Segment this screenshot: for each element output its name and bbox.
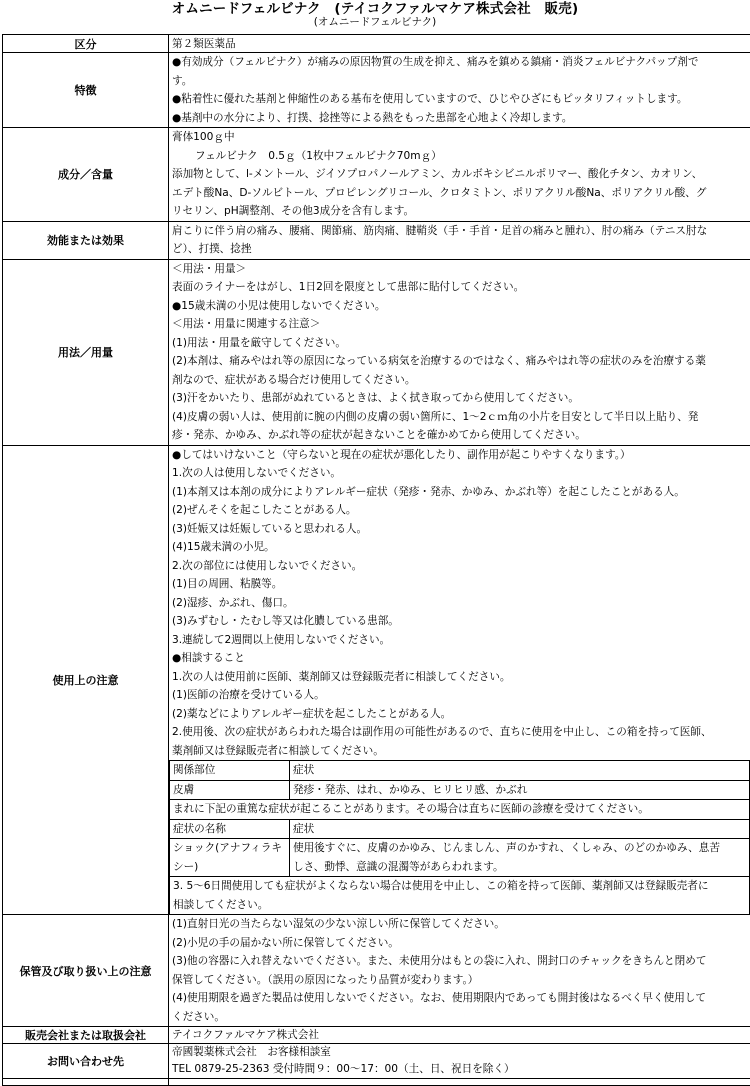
page-subtitle: (オムニードフェルビナク)	[0, 15, 750, 29]
side-effects-header-row	[170, 761, 750, 781]
row-efficacy	[3, 221, 750, 259]
label-precautions: 使用上の注意	[3, 445, 169, 915]
serious-name-cell: ショック(アナフィラキ シー)	[170, 839, 290, 877]
row-features	[3, 53, 750, 128]
precautions-line: (2)湿疹、かぶれ、傷口。	[169, 594, 750, 613]
content-features	[169, 53, 750, 128]
tail-cell: 3. 5～6日間使用しても症状がよくならない場合は使用を中止し、この箱を持って医師、薬剤師又は登録販売者に 相談してください。	[170, 877, 750, 915]
side-effects-row	[170, 780, 750, 800]
storage-line: (3)他の容器に入れ替えないでください。また、未使用分はもとの袋に入れ、開封口のチャックをきちんと閉めて	[169, 952, 750, 971]
content-efficacy	[169, 221, 750, 259]
precautions-line: 1.次の人は使用しないでください。	[169, 464, 750, 483]
trailing-cell	[169, 1079, 750, 1086]
ingredients-line: エデト酸Na、D-ソルビトール、プロピレングリコール、クロタミトン、ポリアクリル酸Na、ポリアクリル酸、グ	[169, 184, 750, 203]
rare-note-row	[170, 800, 750, 820]
serious-header-cell: 症状の名称	[170, 819, 290, 839]
storage-line: ください。	[169, 1008, 750, 1027]
ingredients-active: フェルビナク 0.5ｇ（1枚中フェルビナク70mｇ）	[169, 147, 750, 166]
side-effects-header-cell: 症状	[290, 761, 750, 781]
label-storage: 保管及び取り扱い上の注意	[3, 915, 169, 1027]
precautions-line: ●相談すること	[169, 649, 750, 668]
ingredients-line: リセリン、pH調整剤、その他3成分を含有します。	[169, 202, 750, 221]
dosage-line: (2)本剤は、痛みやはれ等の原因になっている病気を治療するのではなく、痛みやはれ等の症状のみを治療する薬	[169, 352, 750, 371]
content-precautions	[169, 445, 750, 915]
content-contact	[169, 1044, 750, 1079]
dosage-line: ●15歳未満の小児は使用しないでください。	[169, 297, 750, 316]
features-line: ●有効成分（フェルビナク）が痛みの原因物質の生成を抑え、痛みを鎮める鎮痛・消炎フェルビナクパップ剤で	[169, 53, 750, 72]
precautions-line: 2.使用後、次の症状があらわれた場合は副作用の可能性があるので、直ちに使用を中止し、この箱を持って医師、	[169, 723, 750, 742]
precautions-line: (3)みずむし・たむし等又は化膿している患部。	[169, 612, 750, 631]
row-storage	[3, 915, 750, 1027]
dosage-line: 剤なので、症状がある場合だけ使用してください。	[169, 371, 750, 390]
ingredients-line: 膏体100ｇ中	[169, 128, 750, 147]
row-ingredients	[3, 128, 750, 222]
precautions-line: 1.次の人は使用前に医師、薬剤師又は登録販売者に相談してください。	[169, 668, 750, 687]
storage-line: (1)直射日光の当たらない湿気の少ない涼しい所に保管してください。	[169, 915, 750, 934]
serious-header-row	[170, 819, 750, 839]
efficacy-line: 肩こりに伴う肩の痛み、腰痛、関節痛、筋肉痛、腱鞘炎（手・手首・足首の痛みと腫れ）、肘の痛み（テニス肘な	[169, 222, 750, 241]
content-dosage	[169, 259, 750, 445]
content-category	[169, 35, 750, 53]
category-value: 第２類医薬品	[169, 36, 750, 52]
rare-note-cell: まれに下記の重篤な症状が起こることがあります。その場合は直ちに医師の診療を受けてください。	[170, 800, 750, 820]
row-dosage	[3, 259, 750, 445]
row-category	[3, 35, 750, 53]
dosage-line: (3)汗をかいたり、患部がぬれているときは、よく拭き取ってから使用してください。	[169, 389, 750, 408]
precautions-line: (2)ぜんそくを起こしたことがある人。	[169, 501, 750, 520]
dosage-line: ＜用法・用量＞	[169, 260, 750, 279]
features-line: ●基剤中の水分により、打撲、捻挫等による熱をもった患部を心地よく冷却します。	[169, 109, 750, 128]
side-effects-header-cell: 関係部位	[170, 761, 290, 781]
tail-row	[170, 877, 750, 915]
dosage-line: (4)皮膚の弱い人は、使用前に腕の内側の皮膚の弱い箇所に、1～2ｃｍ角の小片を目安として半日以上貼り、発	[169, 408, 750, 427]
page-title: オムニードフェルビナク (テイコクファルマケア株式会社 販売)	[0, 0, 750, 18]
side-effects-cell: 発疹・発赤、はれ、かゆみ、ヒリヒリ感、かぶれ	[290, 780, 750, 800]
precautions-line: (2)薬などによりアレルギー症状を起こしたことがある人。	[169, 705, 750, 724]
dosage-line: 疹・発赤、かゆみ、かぶれ等の症状が起きないことを確かめてから使用してください。	[169, 426, 750, 445]
storage-line: 保管してください。（誤用の原因になったり品質が変わります。）	[169, 971, 750, 990]
contact-line: TEL 0879-25-2363 受付時間９：00～17：00（土、日、祝日を除く）	[169, 1061, 750, 1078]
contact-line: 帝國製薬株式会社 お客様相談室	[169, 1044, 750, 1061]
efficacy-line: ど）、打撲、捻挫	[169, 240, 750, 259]
dosage-line: ＜用法・用量に関連する注意＞	[169, 315, 750, 334]
label-contact: お問い合わせ先	[3, 1044, 169, 1079]
precautions-line: (4)15歳未満の小児。	[169, 538, 750, 557]
ingredients-line: 添加物として、l-メントール、ジイソプロパノールアミン、カルボキシビニルポリマー、酸化チタン、カオリン、	[169, 165, 750, 184]
content-distributor	[169, 1027, 750, 1044]
trailing-cell	[3, 1079, 169, 1086]
label-category: 区分	[3, 35, 169, 53]
dosage-line: 表面のライナーをはがし、1日2回を限度として患部に貼付してください。	[169, 278, 750, 297]
precautions-line: 3.連続して2週間以上使用しないでください。	[169, 631, 750, 650]
product-info-table	[2, 34, 750, 1086]
label-distributor: 販売会社または取扱会社	[3, 1027, 169, 1044]
label-dosage: 用法／用量	[3, 259, 169, 445]
serious-row	[170, 839, 750, 877]
row-precautions	[3, 445, 750, 915]
precautions-line: (1)本剤又は本剤の成分によりアレルギー症状（発疹・発赤、かゆみ、かぶれ等）を起こしたことがある人。	[169, 483, 750, 502]
side-effects-cell: 皮膚	[170, 780, 290, 800]
content-ingredients	[169, 128, 750, 222]
storage-line: (2)小児の手の届かない所に保管してください。	[169, 934, 750, 953]
row-distributor	[3, 1027, 750, 1044]
storage-line: (4)使用期限を過ぎた製品は使用しないでください。なお、使用期限内であっても開封後はなるべく早く使用して	[169, 989, 750, 1008]
label-ingredients: 成分／含量	[3, 128, 169, 222]
serious-header-cell: 症状	[290, 819, 750, 839]
precautions-line: (3)妊娠又は妊娠していると思われる人。	[169, 520, 750, 539]
precautions-line: 薬剤師又は登録販売者に相談してください。	[169, 742, 750, 761]
precautions-line: (1)医師の治療を受けている人。	[169, 686, 750, 705]
distributor-value: テイコクファルマケア株式会社	[169, 1027, 750, 1043]
precautions-line: 2.次の部位には使用しないでください。	[169, 557, 750, 576]
row-trailing	[3, 1079, 750, 1086]
dosage-line: (1)用法・用量を厳守してください。	[169, 334, 750, 353]
features-line: ●粘着性に優れた基剤と伸縮性のある基布を使用していますので、ひじやひざにもピッタリフィットします。	[169, 90, 750, 109]
side-effects-table	[169, 760, 750, 914]
features-line: す。	[169, 72, 750, 91]
label-features: 特徴	[3, 53, 169, 128]
row-contact	[3, 1044, 750, 1079]
precautions-line: ●してはいけないこと（守らないと現在の症状が悪化したり、副作用が起こりやすくなります。）	[169, 446, 750, 465]
serious-symptom-cell: 使用後すぐに、皮膚のかゆみ、じんましん、声のかすれ、くしゃみ、のどのかゆみ、息苦 しさ、動悸、意識の混濁等があらわれます。	[290, 839, 750, 877]
content-storage	[169, 915, 750, 1027]
label-efficacy: 効能または効果	[3, 221, 169, 259]
precautions-line: (1)目の周囲、粘膜等。	[169, 575, 750, 594]
